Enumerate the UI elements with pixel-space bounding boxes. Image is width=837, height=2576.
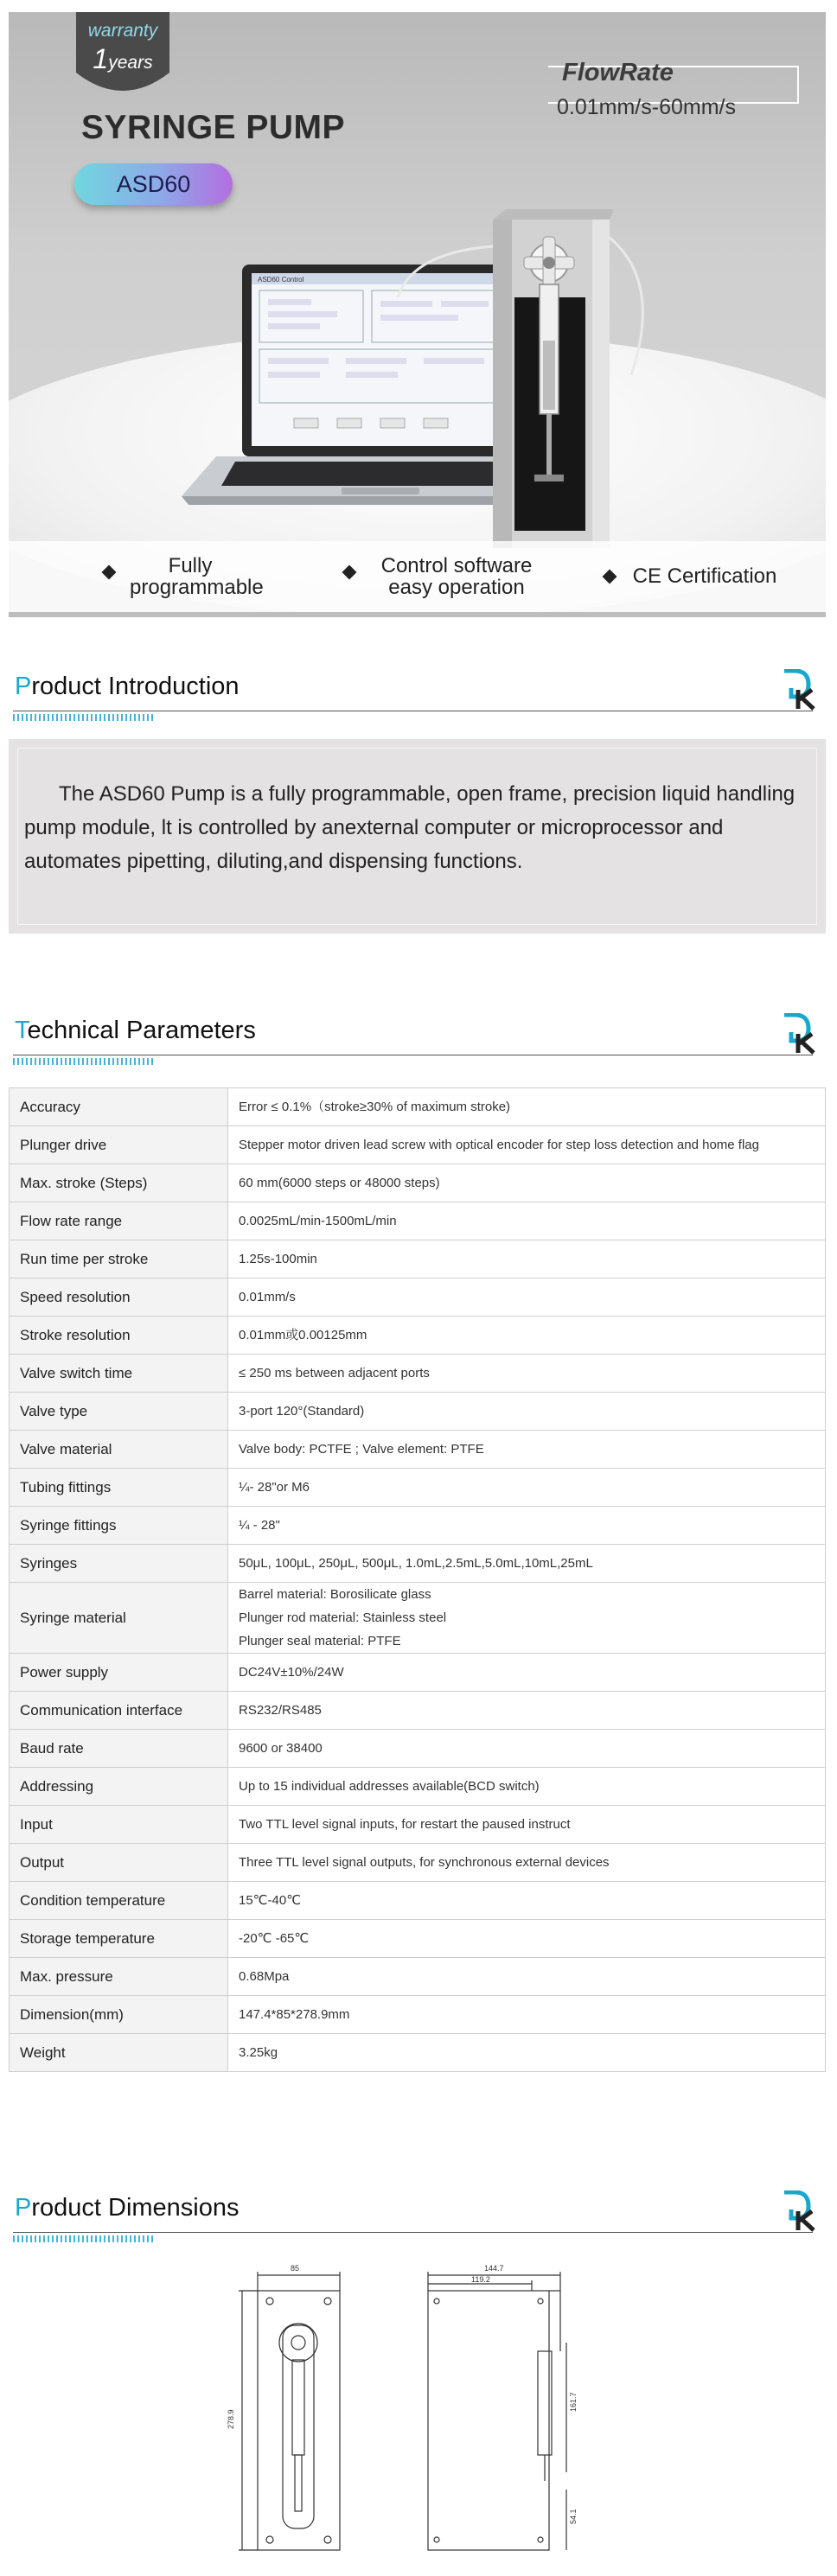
feature-line-2: programmable bbox=[130, 576, 264, 599]
spec-name: Valve type bbox=[10, 1393, 228, 1431]
section-header-technical bbox=[13, 1017, 826, 1068]
spec-value: Two TTL level signal inputs, for restart the paused instruct bbox=[228, 1806, 826, 1844]
spec-value: 60 mm(6000 steps or 48000 steps) bbox=[228, 1164, 826, 1202]
section-title bbox=[15, 2194, 240, 2222]
spec-row bbox=[10, 1126, 826, 1164]
dim-side-total: 144.7 bbox=[484, 2264, 504, 2273]
spec-name: Stroke resolution bbox=[10, 1317, 228, 1355]
feature-bar bbox=[9, 541, 826, 612]
intro-panel bbox=[9, 739, 826, 934]
spec-row bbox=[10, 1844, 826, 1882]
spec-name: Baud rate bbox=[10, 1730, 228, 1768]
spec-row bbox=[10, 1996, 826, 2034]
section-header-introduction bbox=[13, 673, 826, 724]
diamond-bullet-icon bbox=[342, 565, 357, 580]
section-title bbox=[15, 673, 240, 701]
spec-row bbox=[10, 1240, 826, 1278]
spec-name: Power supply bbox=[10, 1654, 228, 1692]
spec-row bbox=[10, 1654, 826, 1692]
spec-value: DC24V±10%/24W bbox=[228, 1654, 826, 1692]
diamond-bullet-icon bbox=[603, 570, 617, 584]
spec-value-line: Barrel material: Borosilicate glass bbox=[239, 1587, 431, 1602]
spec-value: 3.25kg bbox=[228, 2034, 826, 2072]
feature-line-1: Fully bbox=[168, 554, 213, 577]
feature-ce-certification bbox=[618, 565, 791, 587]
dimension-drawing bbox=[199, 2256, 605, 2567]
spec-row bbox=[10, 1545, 826, 1583]
spec-value: 0.0025mL/min-1500mL/min bbox=[228, 1202, 826, 1240]
feature-programmable bbox=[130, 554, 264, 599]
spec-row bbox=[10, 1088, 826, 1126]
warranty-number: 1 bbox=[93, 43, 109, 74]
front-view bbox=[239, 2272, 340, 2550]
product-illustration bbox=[9, 12, 826, 617]
spec-row bbox=[10, 1393, 826, 1431]
spec-row bbox=[10, 1958, 826, 1996]
spec-value: 147.4*85*278.9mm bbox=[228, 1996, 826, 2034]
spec-value: 0.01mm/s bbox=[228, 1278, 826, 1317]
section-dots-accent bbox=[13, 714, 156, 721]
spec-table-body bbox=[10, 1088, 826, 2072]
intro-paragraph: The ASD60 Pump is a fully programmable, open frame, precision liquid handling pump module, lt is controlled by anexternal computer or microprocessor and automates pipetting, diluting,and dispensing functions. bbox=[24, 782, 795, 873]
spec-value: ¼- 28"or M6 bbox=[228, 1469, 826, 1507]
spec-value: ¼ - 28" bbox=[228, 1507, 826, 1545]
intro-text bbox=[24, 777, 811, 878]
spec-table bbox=[9, 1087, 826, 2072]
section-rule bbox=[13, 2232, 813, 2233]
spec-row bbox=[10, 1583, 826, 1654]
spec-name: Storage temperature bbox=[10, 1920, 228, 1958]
section-header-dimensions bbox=[13, 2194, 826, 2246]
section-title bbox=[15, 1017, 256, 1045]
spec-value: 15℃-40℃ bbox=[228, 1882, 826, 1920]
hero-banner bbox=[9, 12, 826, 617]
spec-value: -20℃ -65℃ bbox=[228, 1920, 826, 1958]
dk-logo-icon bbox=[781, 1013, 821, 1055]
spec-row bbox=[10, 1507, 826, 1545]
spec-value: RS232/RS485 bbox=[228, 1692, 826, 1730]
feature-line-2: easy operation bbox=[388, 576, 525, 599]
spec-name: Valve switch time bbox=[10, 1355, 228, 1393]
section-dots-accent bbox=[13, 2235, 156, 2242]
spec-value: 0.01mm或0.00125mm bbox=[228, 1317, 826, 1355]
spec-name: Syringe fittings bbox=[10, 1507, 228, 1545]
spec-name: Flow rate range bbox=[10, 1202, 228, 1240]
spec-name: Weight bbox=[10, 2034, 228, 2072]
spec-name: Speed resolution bbox=[10, 1278, 228, 1317]
spec-row bbox=[10, 1278, 826, 1317]
spec-row bbox=[10, 1355, 826, 1393]
section-title-rest: roduct Introduction bbox=[31, 673, 240, 700]
spec-name: Syringes bbox=[10, 1545, 228, 1583]
diamond-bullet-icon bbox=[102, 565, 117, 580]
spec-row bbox=[10, 1202, 826, 1240]
spec-name: Addressing bbox=[10, 1768, 228, 1806]
spec-name: Output bbox=[10, 1844, 228, 1882]
spec-row bbox=[10, 1431, 826, 1469]
spec-row bbox=[10, 1806, 826, 1844]
flow-rate-range: 0.01mm/s-60mm/s bbox=[557, 95, 736, 119]
section-title-initial: T bbox=[15, 1017, 28, 1044]
spec-value bbox=[228, 1583, 826, 1654]
section-title-rest: roduct Dimensions bbox=[31, 2194, 240, 2222]
spec-row bbox=[10, 1692, 826, 1730]
side-view bbox=[428, 2272, 566, 2550]
spec-value: 50μL, 100μL, 250μL, 500μL, 1.0mL,2.5mL,5.0mL,10mL,25mL bbox=[228, 1545, 826, 1583]
screen-window-title: ASD60 Control bbox=[258, 276, 304, 284]
spec-name: Max. pressure bbox=[10, 1958, 228, 1996]
flow-rate-title: FlowRate bbox=[562, 59, 674, 86]
model-badge: ASD60 bbox=[74, 163, 233, 205]
section-title-initial: P bbox=[15, 2194, 32, 2222]
spec-value: Stepper motor driven lead screw with optical encoder for step loss detection and home flag bbox=[228, 1126, 826, 1164]
spec-row bbox=[10, 1768, 826, 1806]
dim-side-body: 119.2 bbox=[471, 2275, 490, 2284]
spec-name: Max. stroke (Steps) bbox=[10, 1164, 228, 1202]
feature-line-1: CE Certification bbox=[632, 564, 777, 588]
dk-logo-icon bbox=[781, 669, 821, 711]
spec-name: Dimension(mm) bbox=[10, 1996, 228, 2034]
spec-value: 1.25s-100min bbox=[228, 1240, 826, 1278]
section-title-rest: echnical Parameters bbox=[27, 1017, 256, 1044]
spec-row bbox=[10, 1317, 826, 1355]
spec-name: Run time per stroke bbox=[10, 1240, 228, 1278]
feature-bar-shadow bbox=[9, 612, 826, 617]
spec-name: Valve material bbox=[10, 1431, 228, 1469]
product-title: SYRINGE PUMP bbox=[81, 109, 346, 146]
warranty-unit: years bbox=[108, 53, 153, 73]
spec-value: Valve body: PCTFE ; Valve element: PTFE bbox=[228, 1431, 826, 1469]
spec-name: Accuracy bbox=[10, 1088, 228, 1126]
warranty-label: warranty bbox=[87, 21, 158, 41]
spec-row bbox=[10, 1882, 826, 1920]
section-title-initial: P bbox=[15, 673, 32, 700]
section-dots-accent bbox=[13, 1058, 156, 1065]
spec-value: ≤ 250 ms between adjacent ports bbox=[228, 1355, 826, 1393]
dim-front-width: 85 bbox=[291, 2264, 300, 2273]
spec-value-line: Plunger seal material: PTFE bbox=[239, 1634, 401, 1648]
dim-height: 278.9 bbox=[227, 2409, 235, 2429]
spec-name: Plunger drive bbox=[10, 1126, 228, 1164]
feature-line-1: Control software bbox=[380, 554, 533, 577]
spec-value: 9600 or 38400 bbox=[228, 1730, 826, 1768]
spec-name: Communication interface bbox=[10, 1692, 228, 1730]
spec-row bbox=[10, 1730, 826, 1768]
spec-value: Three TTL level signal outputs, for synchronous external devices bbox=[228, 1844, 826, 1882]
spec-row bbox=[10, 1164, 826, 1202]
spec-value-line: Plunger rod material: Stainless steel bbox=[239, 1610, 447, 1625]
spec-name: Tubing fittings bbox=[10, 1469, 228, 1507]
spec-name: Syringe material bbox=[10, 1583, 228, 1654]
spec-row bbox=[10, 2034, 826, 2072]
spec-value: 0.68Mpa bbox=[228, 1958, 826, 1996]
feature-control-software bbox=[370, 555, 543, 598]
spec-name: Input bbox=[10, 1806, 228, 1844]
spec-value: Up to 15 individual addresses available(BCD switch) bbox=[228, 1768, 826, 1806]
spec-value: 3-port 120°(Standard) bbox=[228, 1393, 826, 1431]
dk-logo-icon bbox=[781, 2190, 821, 2232]
spec-name: Condition temperature bbox=[10, 1882, 228, 1920]
spec-row bbox=[10, 1920, 826, 1958]
spec-value: Error ≤ 0.1%（stroke≥30% of maximum stroke) bbox=[228, 1088, 826, 1126]
spec-row bbox=[10, 1469, 826, 1507]
dim-syringe-height: 161.7 bbox=[569, 2392, 578, 2412]
dim-base-height: 54.1 bbox=[569, 2509, 578, 2524]
